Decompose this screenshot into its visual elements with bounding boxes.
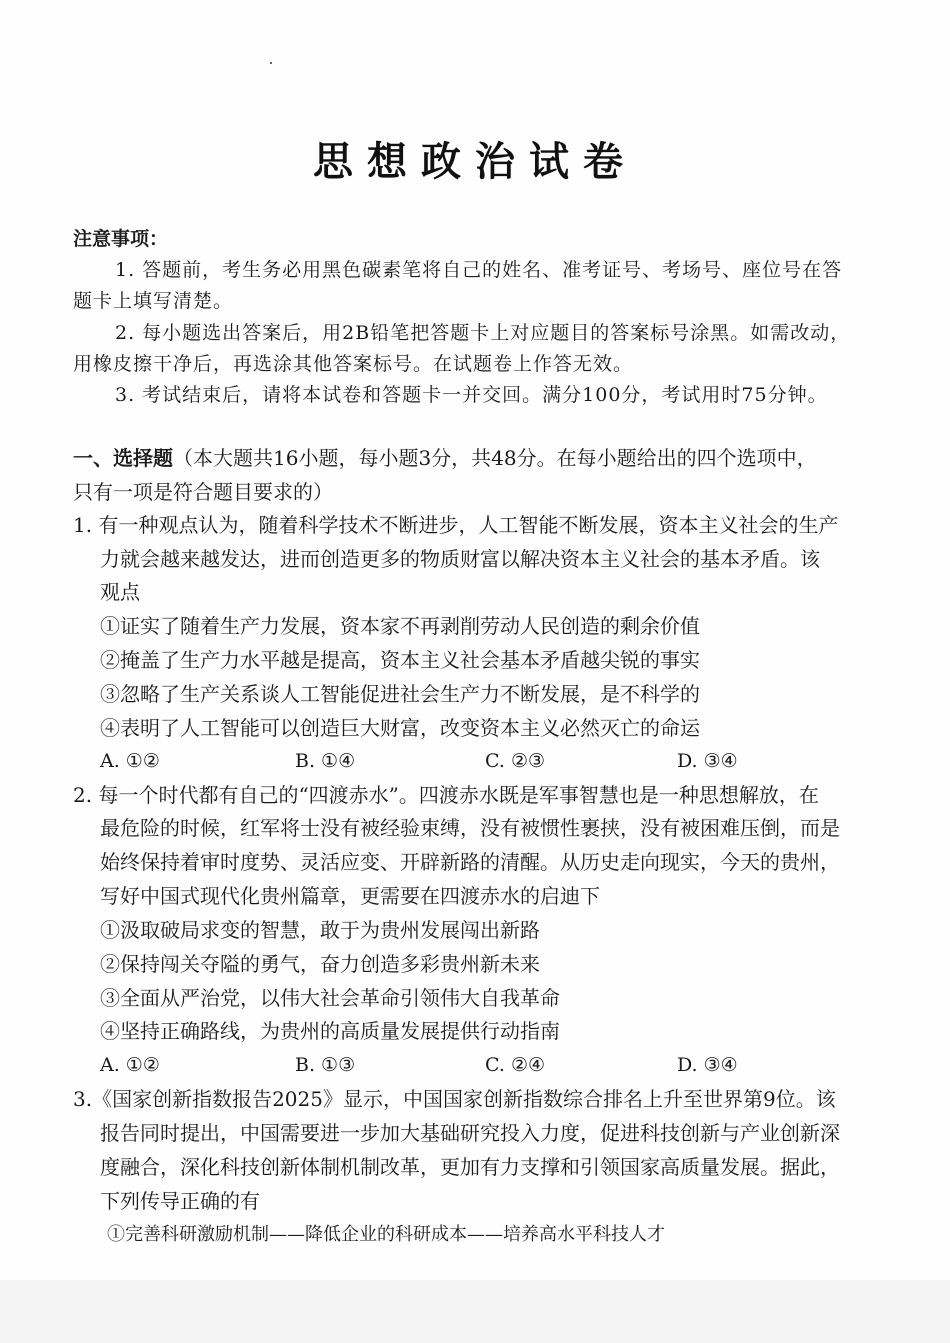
- question-1-options: [0, 744, 950, 778]
- option-b: B. ①③: [295, 1054, 356, 1076]
- question-1-item: ③忽略了生产关系谈人工智能促进社会生产力不断发展，是不科学的: [100, 682, 700, 706]
- question-2-stem: 2. 每一个时代都有自己的“四渡赤水”。四渡赤水既是军事智慧也是一种思想解放，在: [73, 783, 819, 807]
- question-2-item: ③全面从严治党，以伟大社会革命引领伟大自我革命: [100, 986, 560, 1010]
- question-2-options: [0, 1048, 950, 1082]
- question-2-stem: 始终保持着审时度势、灵活应变、开辟新路的清醒。从历史走向现实，今天的贵州，: [100, 850, 840, 874]
- notice-line: 1. 答题前，考生务必用黑色碳素笔将自己的姓名、准考证号、考场号、座位号在答: [115, 259, 843, 281]
- section-heading-row: [73, 441, 817, 475]
- option-a: A. ①②: [100, 750, 160, 772]
- question-3-stem: 下列传导正确的有: [100, 1189, 260, 1213]
- question-2-item: ①汲取破局求变的智慧，敢于为贵州发展闯出新路: [100, 918, 540, 942]
- option-d: D. ③④: [677, 1054, 738, 1076]
- section-description: （本大题共16小题，每小题3分，共48分。在每小题给出的四个选项中，: [173, 446, 817, 470]
- question-1-item: ①证实了随着生产力发展，资本家不再剥削劳动人民创造的剩余价值: [100, 614, 700, 638]
- question-3-stem: 3.《国家创新指数报告2025》显示，中国国家创新指数综合排名上升至世界第9位。该: [73, 1087, 836, 1111]
- notice-heading: 注意事项：: [73, 228, 169, 250]
- notice-line: 3. 考试结束后，请将本试卷和答题卡一并交回。满分100分，考试用时75分钟。: [115, 384, 828, 406]
- question-1-stem: 观点: [100, 580, 140, 604]
- question-2-item: ②保持闯关夺隘的勇气，奋力创造多彩贵州新未来: [100, 952, 540, 976]
- question-1-stem: 力就会越来越发达，进而创造更多的物质财富以解决资本主义社会的基本矛盾。该: [100, 547, 820, 571]
- option-c: C. ②③: [485, 750, 546, 772]
- question-2-stem: 写好中国式现代化贵州篇章，更需要在四渡赤水的启迪下: [100, 884, 600, 908]
- question-1-item: ②掩盖了生产力水平越是提高，资本主义社会基本矛盾越尖锐的事实: [100, 648, 700, 672]
- notice-line: 2. 每小题选出答案后，用2B铅笔把答题卡上对应题目的答案标号涂黑。如需改动，: [115, 322, 851, 344]
- question-2-stem: 最危险的时候，红军将士没有被经验束缚，没有被惯性裹挟，没有被困难压倒，而是: [100, 816, 840, 840]
- option-c: C. ②④: [485, 1054, 546, 1076]
- option-d: D. ③④: [677, 750, 738, 772]
- question-3-stem: 度融合，深化科技创新体制机制改革，更加有力支撑和引领国家高质量发展。据此，: [100, 1155, 840, 1179]
- question-3-item: ①完善科研激励机制——降低企业的科研成本——培养高水平科技人才: [107, 1224, 665, 1245]
- option-b: B. ①④: [295, 750, 356, 772]
- page-title: 思想政治试卷: [313, 138, 637, 185]
- question-2-item: ④坚持正确路线，为贵州的高质量发展提供行动指南: [100, 1019, 560, 1043]
- page-bottom-margin: [0, 1280, 950, 1343]
- notice-line: 题卡上填写清楚。: [73, 290, 234, 312]
- question-1-stem: 1. 有一种观点认为，随着科学技术不断进步，人工智能不断发展，资本主义社会的生产: [73, 513, 839, 537]
- notice-line: 用橡皮擦干净后，再选涂其他答案标号。在试题卷上作答无效。: [73, 353, 634, 375]
- section-description: 只有一项是符合题目要求的）: [73, 480, 333, 504]
- option-a: A. ①②: [100, 1054, 160, 1076]
- question-1-item: ④表明了人工智能可以创造巨大财富，改变资本主义必然灭亡的命运: [100, 716, 700, 740]
- question-3-stem: 报告同时提出，中国需要进一步加大基础研究投入力度，促进科技创新与产业创新深: [100, 1121, 840, 1145]
- scan-dot: [270, 62, 272, 64]
- section-heading: 一、选择题: [73, 446, 173, 470]
